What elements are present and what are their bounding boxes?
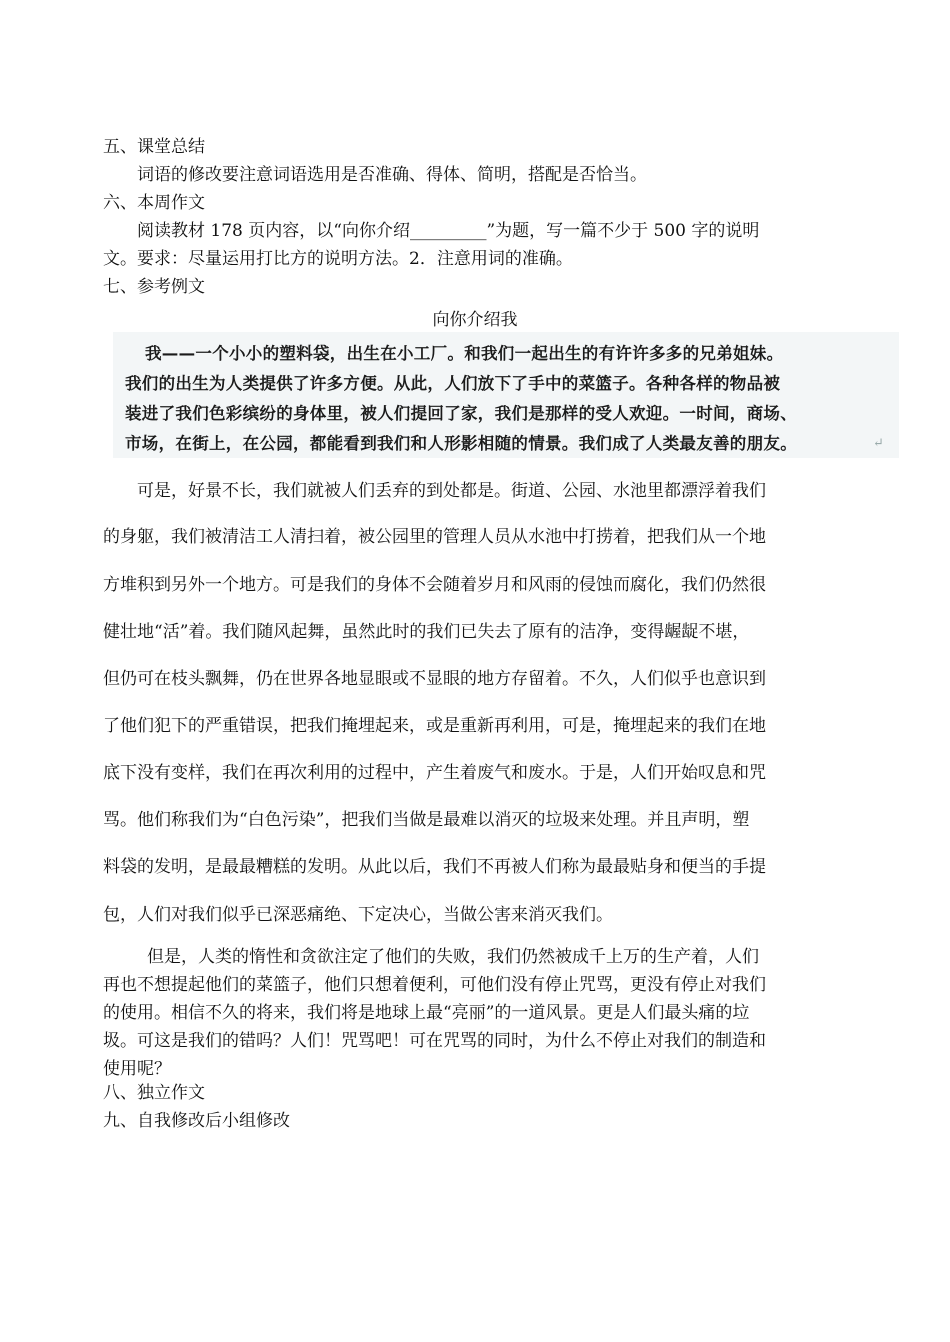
paragraph-1-line: 但仍可在枝头飘舞，仍在世界各地显眼或不显眼的地方存留着。不久，人们似乎也意识到 bbox=[103, 669, 766, 689]
paragraph-1-line: 的身躯，我们被清洁工人清扫着，被公园里的管理人员从水池中打捞着，把我们从一个地 bbox=[103, 527, 766, 547]
handwritten-line: 我们的出生为人类提供了许多方便。从此，人们放下了手中的菜篮子。各种各样的物品被 bbox=[125, 374, 781, 393]
handwritten-line: 装进了我们色彩缤纷的身体里，被人们提回了家，我们是那样的受人欢迎。一时间，商场、 bbox=[125, 404, 797, 423]
paragraph-2-line: 圾。可这是我们的错吗？人们！咒骂吧！可在咒骂的同时，为什么不停止对我们的制造和 bbox=[103, 1031, 766, 1051]
handwritten-excerpt bbox=[113, 332, 899, 458]
essay-title: 向你介绍我 bbox=[432, 310, 518, 330]
section-5-text: 词语的修改要注意词语选用是否准确、得体、简明，搭配是否恰当。 bbox=[137, 165, 647, 185]
paragraph-1-line: 方堆积到另外一个地方。可是我们的身体不会随着岁月和风雨的侵蚀而腐化，我们仍然很 bbox=[103, 575, 766, 595]
section-8-heading: 八、独立作文 bbox=[103, 1083, 205, 1103]
section-9-heading: 九、自我修改后小组修改 bbox=[103, 1111, 290, 1131]
paragraph-1-line: 骂。他们称我们为“白色污染”，把我们当做是最难以消灭的垃圾来处理。并且声明，塑 bbox=[103, 810, 750, 830]
section-7-heading: 七、参考例文 bbox=[103, 277, 205, 297]
paragraph-1-line: 了他们犯下的严重错误，把我们掩埋起来，或是重新再利用，可是，掩埋起来的我们在地 bbox=[103, 716, 766, 736]
paragraph-1-line: 可是，好景不长，我们就被人们丢弃的到处都是。街道、公园、水池里都漂浮着我们 bbox=[137, 481, 766, 501]
return-mark-icon: ↵ bbox=[873, 436, 884, 451]
paragraph-1-line: 包，人们对我们似乎已深恶痛绝、下定决心，当做公害来消灭我们。 bbox=[103, 905, 613, 925]
paragraph-2-line: 使用呢？ bbox=[103, 1059, 171, 1079]
paragraph-2-line: 的使用。相信不久的将来，我们将是地球上最“亮丽”的一道风景。更是人们最头痛的垃 bbox=[103, 1003, 750, 1023]
section-6-text-line2: 文。要求：尽量运用打比方的说明方法。2．注意用词的准确。 bbox=[103, 249, 573, 269]
paragraph-2-line: 但是，人类的惰性和贪欲注定了他们的失败，我们仍然被成千上万的生产着，人们 bbox=[147, 947, 759, 967]
paragraph-1-line: 健壮地“活”着。我们随风起舞，虽然此时的我们已失去了原有的洁净，变得龌龊不堪， bbox=[103, 622, 750, 642]
paragraph-2-line: 再也不想提起他们的菜篮子，他们只想着便利，可他们没有停止咒骂，更没有停止对我们 bbox=[103, 975, 766, 995]
paragraph-1-line: 底下没有变样，我们在再次利用的过程中，产生着废气和废水。于是，人们开始叹息和咒 bbox=[103, 763, 766, 783]
handwritten-line: 市场，在街上，在公园，都能看到我们和人形影相随的情景。我们成了人类最友善的朋友。 bbox=[125, 434, 797, 453]
section-6-text-line1: 阅读教材 178 页内容，以“向你介绍_________”为题，写一篇不少于 500 字的说明 bbox=[137, 221, 760, 241]
section-6-heading: 六、本周作文 bbox=[103, 193, 205, 213]
paragraph-1-line: 料袋的发明，是最最糟糕的发明。从此以后，我们不再被人们称为最最贴身和便当的手提 bbox=[103, 857, 766, 877]
section-5-heading: 五、课堂总结 bbox=[103, 137, 205, 157]
handwritten-line: 我——一个小小的塑料袋，出生在小工厂。和我们一起出生的有许许多多的兄弟姐妹。 bbox=[145, 344, 784, 363]
